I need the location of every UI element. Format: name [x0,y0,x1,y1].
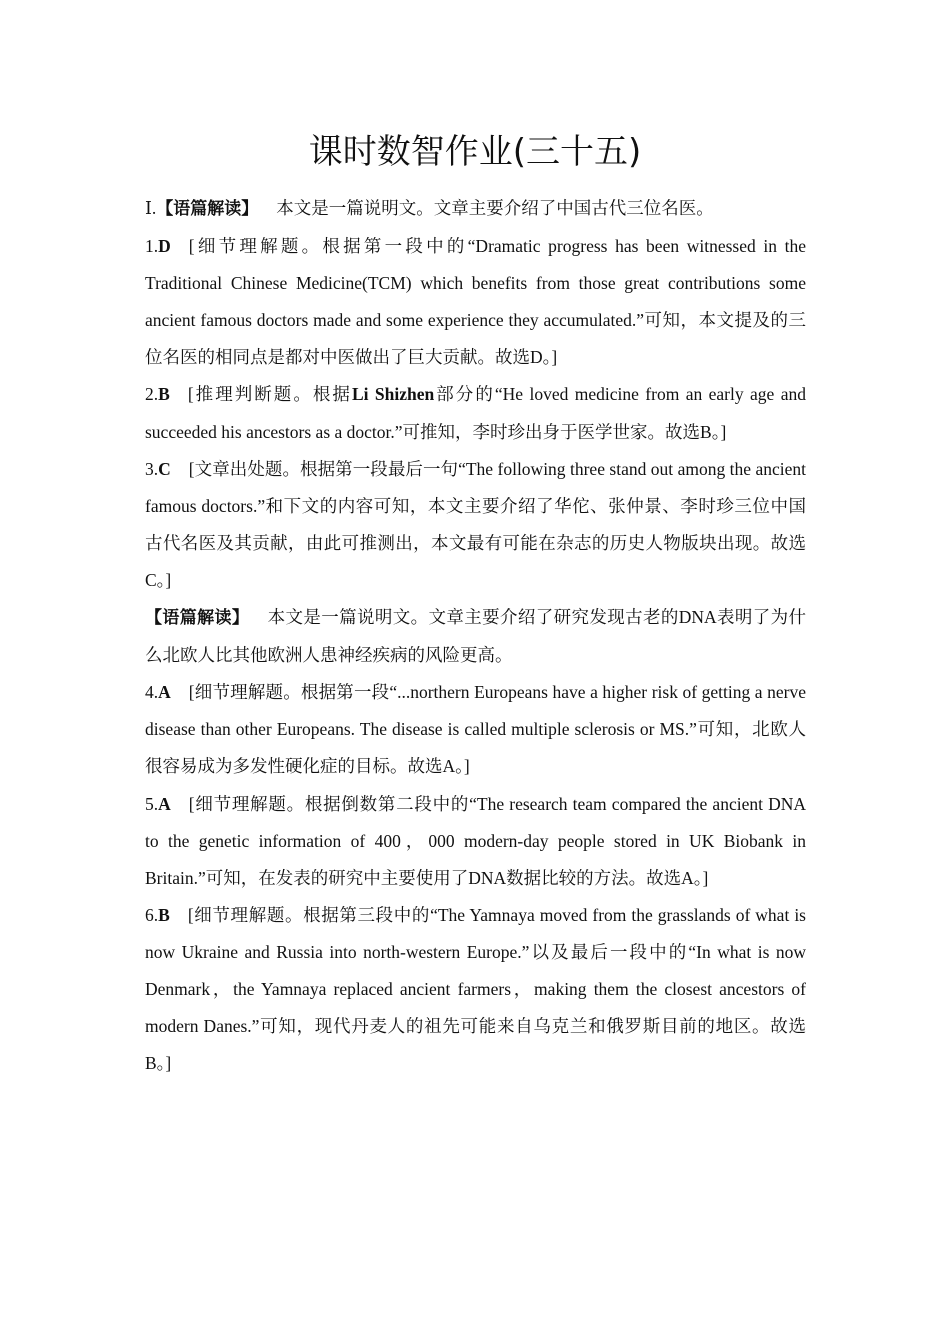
answer-item [145,451,806,599]
passage-header: 【语篇解读】 [156,199,259,219]
answer-item [145,228,806,376]
answer-item [145,674,806,785]
passage-header: 【语篇解读】 [145,608,250,629]
answer-bold-term: Li Shizhen [351,384,435,405]
passage-summary-text: 本文是一篇说明文。文章主要介绍了中国古代三位名医。 [276,198,714,218]
passage-summary-text: 本文是一篇说明文。文章主要介绍了研究发现古老的DNA表明了为什么北欧人比其他欧洲人患神经疾病的风险更高。 [145,607,806,666]
answer-letter: B [158,384,170,405]
answer-explanation: [细节理解题。根据第一段中的“Dramatic progress has been witnessed in the Traditional Chinese Medicine(TCM) which benefits from those great contributions some ancient famous doctors made and some experience they accumulated.”可知，本文提及的三位名医的相同点是都对中医做出了巨大贡献。故选D。] [145,236,806,368]
passage-summary-2 [145,599,806,674]
answer-number: 5. [145,793,159,814]
answer-letter: C [158,458,171,479]
answer-content [145,190,806,1082]
answer-explanation: [细节理解题。根据倒数第二段中的“The research team compared the ancient DNA to the genetic information of 400，000 modern-day people stored in UK Biobank in Britain.”可知，在发表的研究中主要使用了DNA数据比较的方法。故选A。] [145,793,806,888]
answer-item [145,786,806,897]
answer-number: 3. [145,458,159,479]
answer-letter: A [158,793,171,814]
answer-explanation: [细节理解题。根据第一段“...northern Europeans have a higher risk of getting a nerve disease than other Europeans. The disease is called multiple sclerosis or MS.”可知，北欧人很容易成为多发性硬化症的目标。故选A。] [145,682,806,777]
answer-explanation: [细节理解题。根据第三段中的“The Yamnaya moved from the grasslands of what is now Ukraine and Russia into north-western Europe.”以及最后一段中的“In what is now Denmark，the Yamnaya replaced ancient farmers，making them the closest ancestors of modern Danes.”可知，现代丹麦人的祖先可能来自乌克兰和俄罗斯目前的地区。故选B。] [145,904,806,1074]
answer-number: 6. [145,904,159,925]
answer-explanation-cont: 部分的“He loved medicine from an early age and succeeded his ancestors as a doctor.”可推知，李时珍出身于医学世家。故选B。] [145,384,806,442]
section-number: Ⅰ. [145,198,157,218]
answer-number: 4. [145,682,159,703]
answer-explanation: [推理判断题。根据 [187,384,352,405]
answer-letter: D [158,236,171,257]
answer-number: 2. [145,384,159,405]
answer-item [145,376,806,450]
answer-letter: A [158,682,171,703]
passage-summary-1 [145,190,806,228]
page-title: 课时数智作业(三十五) [308,132,642,172]
answer-letter: B [158,904,170,925]
answer-explanation: [文章出处题。根据第一段最后一句“The following three stand out among the ancient famous doctors.”和下文的内容可知，本文主要介绍了华佗、张仲景、李时珍三位中国古代名医及其贡献，由此可推测出，本文最有可能在杂志的历史人物版块出现。故选C。] [145,458,806,590]
answer-number: 1. [145,236,159,257]
answer-item [145,897,806,1082]
